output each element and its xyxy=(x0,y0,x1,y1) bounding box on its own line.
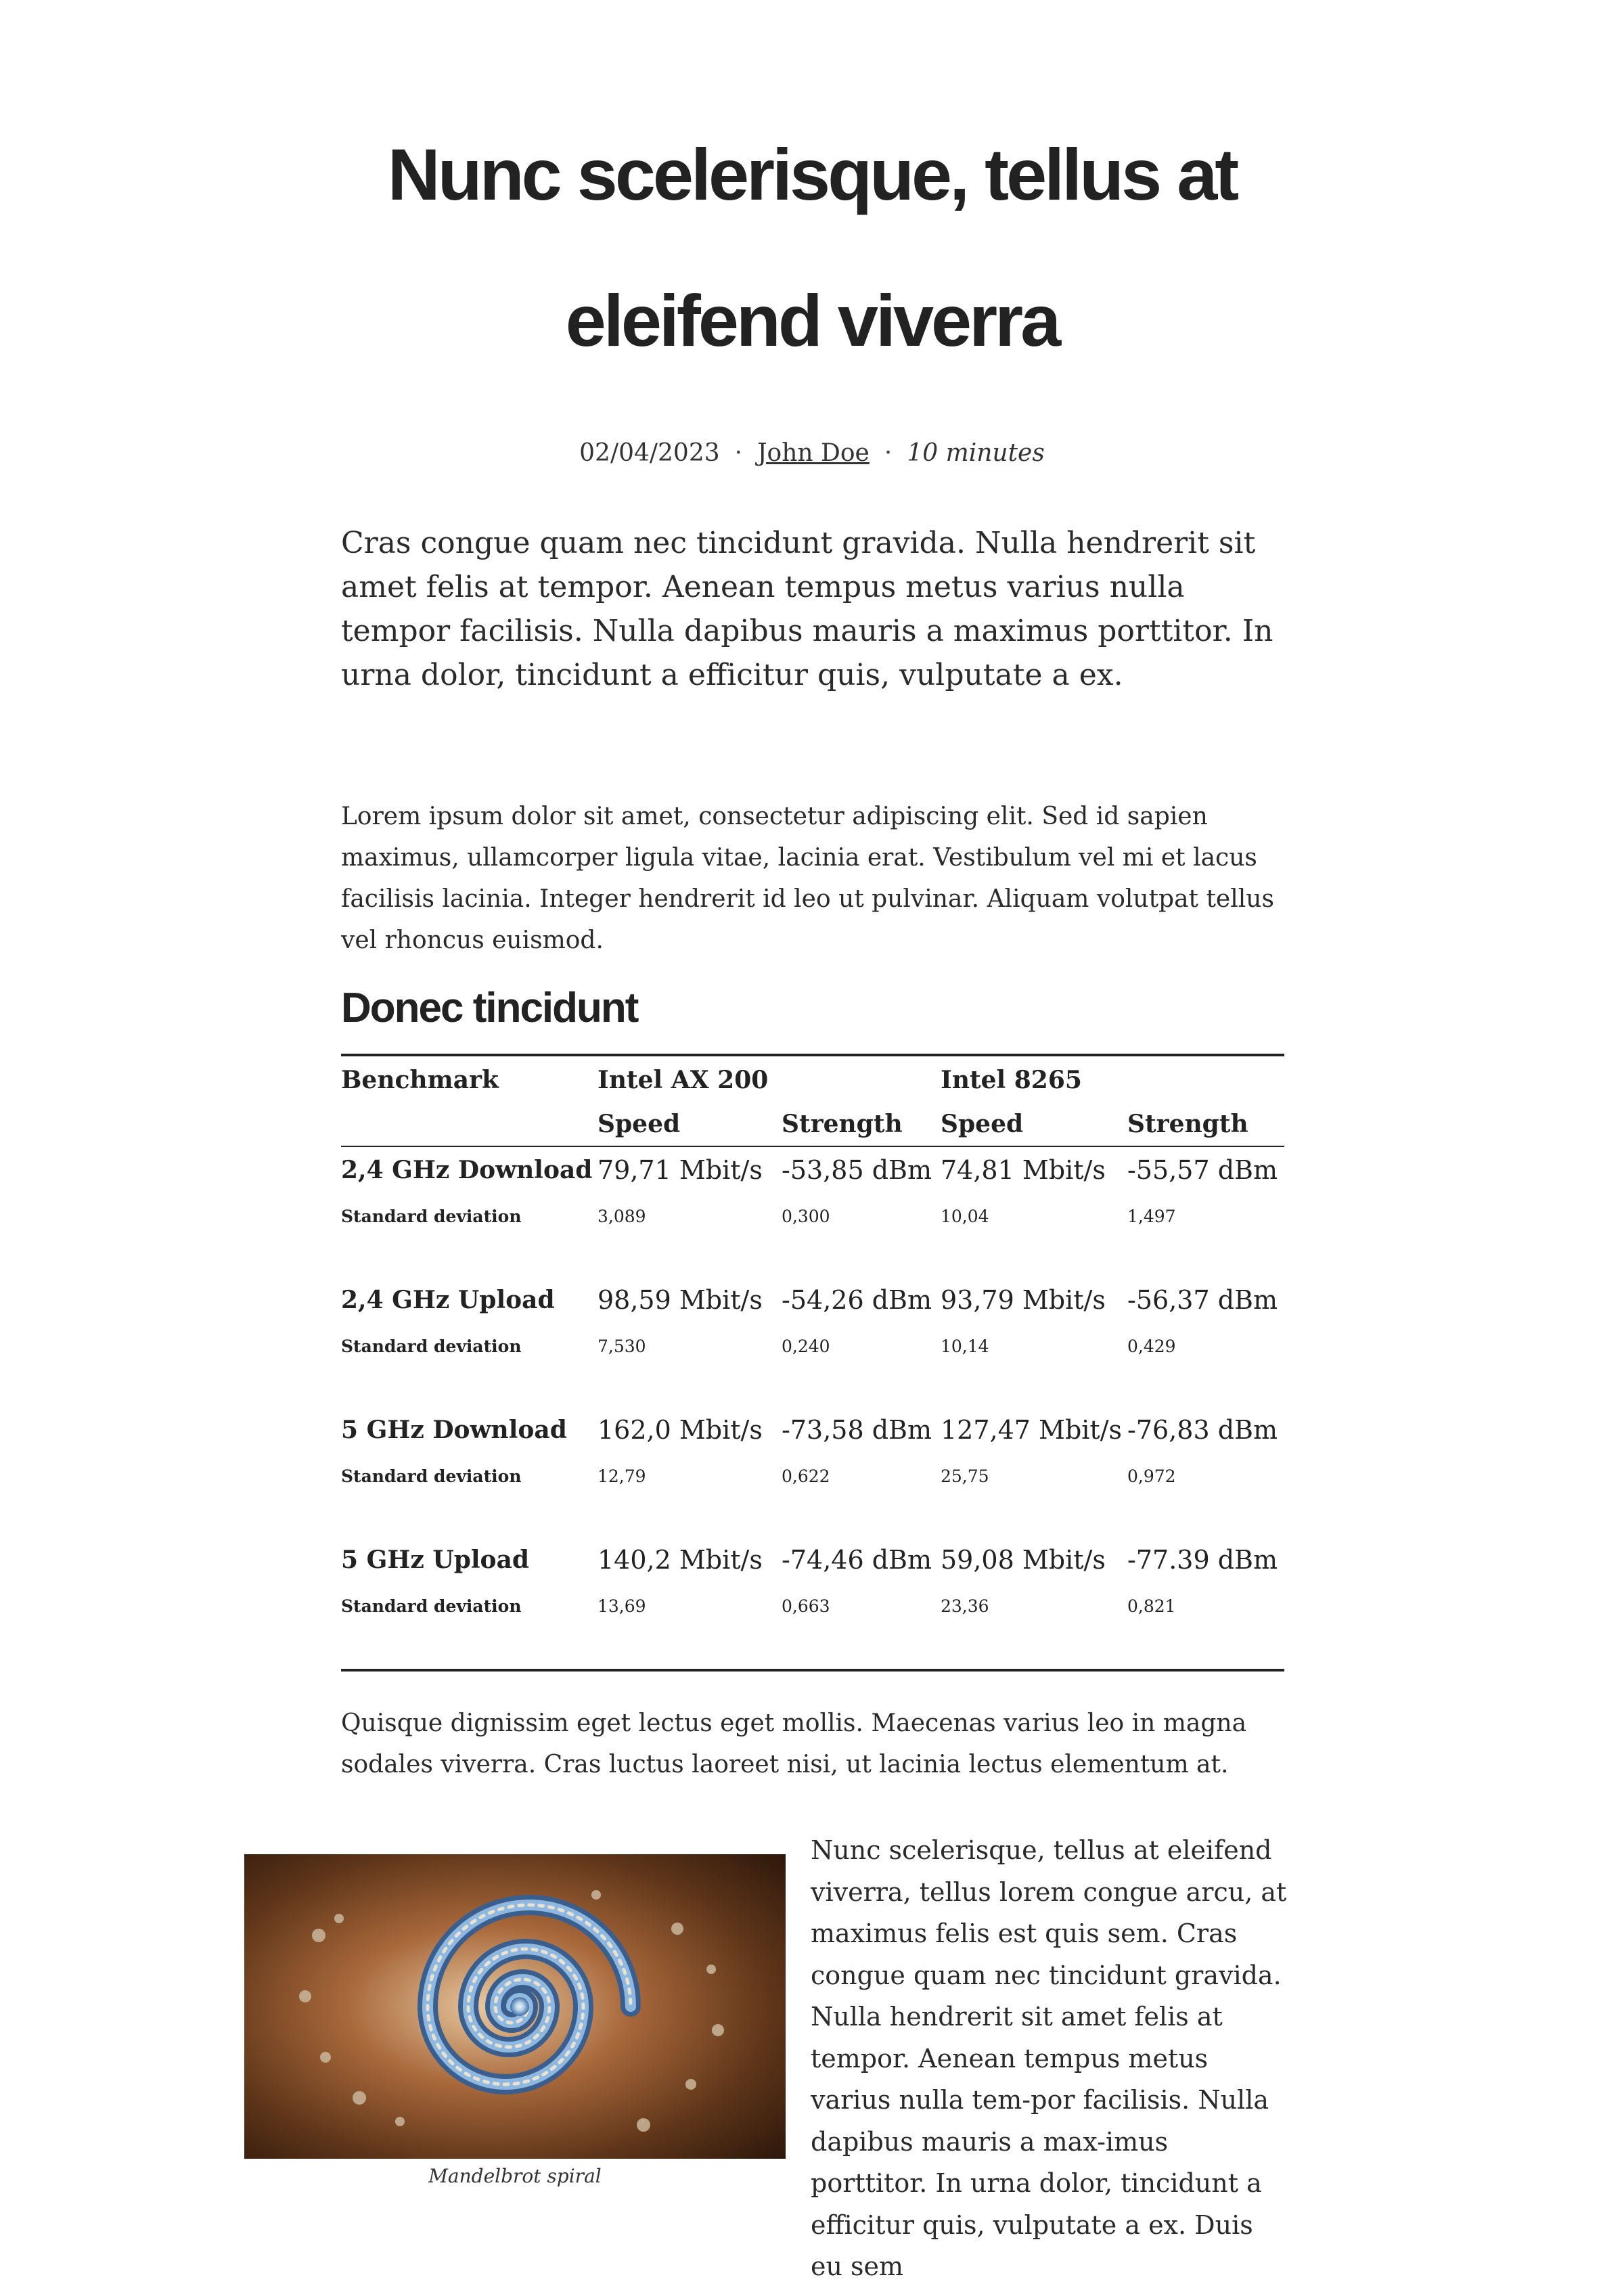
table-cell: -77.39 dBm xyxy=(1127,1545,1278,1575)
std-dev-value: 0,429 xyxy=(1127,1337,1176,1356)
article-byline xyxy=(0,433,1624,474)
reading-time: 10 minutes xyxy=(907,439,1045,467)
table-cell: 74,81 Mbit/s xyxy=(941,1155,1106,1185)
table-row-label: 5 GHz Download xyxy=(341,1416,567,1444)
table-cell: -53,85 dBm xyxy=(782,1155,932,1185)
table-row-label: 2,4 GHz Upload xyxy=(341,1286,555,1314)
side-paragraph: Nunc scelerisque, tellus at eleifend viverra, tellus lorem congue arcu, at maximus felis est quis sem. Cras congue quam nec tincidunt gravida. Nulla hendrerit sit amet felis at tempor. Aenean tempus metus varius nulla tem-por facilisis. Nulla dapibus mauris a max-imus porttitor. In urna dolor, tincidunt a efficitur quis, vulputate a ex. Duis eu sem xyxy=(811,1835,1287,2281)
table-top-rule xyxy=(341,1054,1284,1056)
std-dev-label: Standard deviation xyxy=(341,1596,522,1616)
table-row-label: 5 GHz Upload xyxy=(341,1546,530,1574)
mandelbrot-spiral-image xyxy=(244,1854,786,2159)
std-dev-value: 3,089 xyxy=(597,1207,646,1226)
article-title-line-2: eleifend viverra xyxy=(565,279,1059,361)
std-dev-value: 23,36 xyxy=(941,1596,989,1616)
std-dev-value: 12,79 xyxy=(597,1466,646,1486)
table-header-rule xyxy=(341,1146,1284,1147)
std-dev-value: 0,622 xyxy=(782,1466,830,1486)
figure xyxy=(244,1854,786,2190)
author-link[interactable]: John Doe xyxy=(757,439,870,467)
table-cell: 127,47 Mbit/s xyxy=(941,1415,1123,1445)
table-header-benchmark: Benchmark xyxy=(341,1066,499,1094)
table-cell: -74,46 dBm xyxy=(782,1545,932,1575)
std-dev-value: 0,821 xyxy=(1127,1596,1176,1616)
table-header-device-1: Intel AX 200 xyxy=(597,1066,769,1094)
std-dev-value: 10,14 xyxy=(941,1337,989,1356)
std-dev-value: 10,04 xyxy=(941,1207,989,1226)
table-header-strength: Strength xyxy=(1127,1110,1248,1138)
std-dev-value: 7,530 xyxy=(597,1337,646,1356)
table-header-strength: Strength xyxy=(782,1110,903,1138)
table-cell: 59,08 Mbit/s xyxy=(941,1545,1106,1575)
table-row-label: 2,4 GHz Download xyxy=(341,1156,593,1184)
table-cell: 140,2 Mbit/s xyxy=(597,1545,763,1575)
lead-paragraph: Cras congue quam nec tincidunt gravida. Nulla hendrerit sit amet felis at tempor. Aenean tempus metus varius nulla tempor facilisis. Nulla dapibus mauris a maximus porttitor. In urna dolor, tincidunt a efficitur quis, vulputate a ex. xyxy=(341,526,1273,692)
section-heading: Donec tincidunt xyxy=(341,985,638,1031)
table-cell: -55,57 dBm xyxy=(1127,1155,1278,1185)
std-dev-value: 0,663 xyxy=(782,1596,830,1616)
table-cell: 93,79 Mbit/s xyxy=(941,1285,1106,1315)
article-title xyxy=(0,102,1624,394)
std-dev-value: 0,300 xyxy=(782,1207,830,1226)
table-cell: -73,58 dBm xyxy=(782,1415,932,1445)
table-cell: 162,0 Mbit/s xyxy=(597,1415,763,1445)
article-title-line-1: Nunc scelerisque, tellus at xyxy=(387,133,1237,215)
body-paragraph: Quisque dignissim eget lectus eget mollis. Maecenas varius leo in magna sodales viverra. Cras luctus laoreet nisi, ut lacinia lectus elementum at. xyxy=(341,1709,1247,1778)
table-bottom-rule xyxy=(341,1669,1284,1672)
table-cell: -76,83 dBm xyxy=(1127,1415,1278,1445)
table-cell: 98,59 Mbit/s xyxy=(597,1285,763,1315)
std-dev-label: Standard deviation xyxy=(341,1466,522,1486)
byline-separator: · xyxy=(884,439,893,467)
std-dev-label: Standard deviation xyxy=(341,1337,522,1356)
body-paragraph: Lorem ipsum dolor sit amet, consectetur adipiscing elit. Sed id sapien maximus, ullamcorper ligula vitae, lacinia erat. Vestibulum vel mi et lacus facilisis lacinia. Integer hendrerit id leo ut pulvinar. Aliquam volutpat tellus vel rhoncus euismod. xyxy=(341,803,1274,954)
table-cell: -54,26 dBm xyxy=(782,1285,932,1315)
figure-caption: Mandelbrot spiral xyxy=(428,2165,602,2187)
table-cell: -56,37 dBm xyxy=(1127,1285,1278,1315)
std-dev-value: 13,69 xyxy=(597,1596,646,1616)
table-header-speed: Speed xyxy=(941,1110,1024,1138)
table-cell: 79,71 Mbit/s xyxy=(597,1155,763,1185)
table-header-device-2: Intel 8265 xyxy=(941,1066,1082,1094)
std-dev-value: 0,972 xyxy=(1127,1466,1176,1486)
byline-separator: · xyxy=(734,439,743,467)
std-dev-value: 0,240 xyxy=(782,1337,830,1356)
std-dev-value: 1,497 xyxy=(1127,1207,1176,1226)
publish-date: 02/04/2023 xyxy=(579,439,720,467)
std-dev-value: 25,75 xyxy=(941,1466,989,1486)
std-dev-label: Standard deviation xyxy=(341,1207,522,1226)
table-header-speed: Speed xyxy=(597,1110,681,1138)
